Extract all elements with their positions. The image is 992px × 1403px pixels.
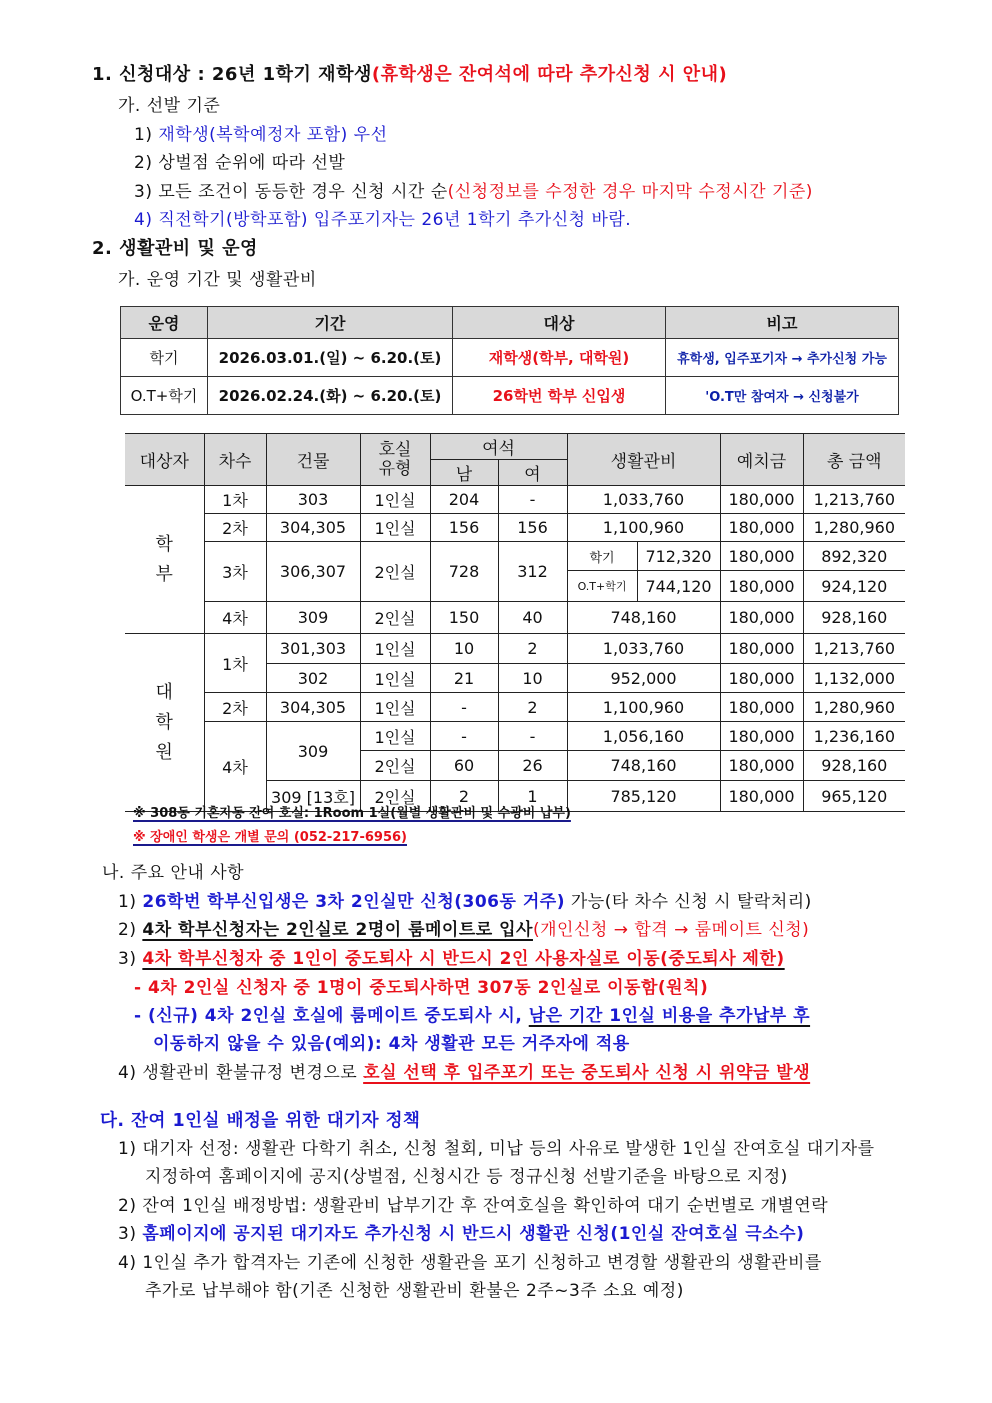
cell-deposit: 180,000 — [720, 486, 803, 514]
item-number: 4) — [118, 1063, 137, 1083]
item-number: 2) — [118, 920, 137, 940]
cell-total: 892,320 — [803, 542, 905, 571]
cell-deposit: 180,000 — [720, 781, 803, 812]
item-emphasis: 홈페이지에 공지된 대기자도 추가신청 시 반드시 생활관 신청(1인실 잔여호실 극소수) — [142, 1224, 805, 1244]
cell-female: 2 — [498, 634, 567, 664]
cell-sub-label: O.T+학기 — [567, 571, 637, 602]
cell-female: 40 — [498, 602, 567, 634]
table-row — [121, 377, 899, 415]
cell-room: 1인실 — [360, 486, 430, 514]
cell-operation: 학기 — [121, 339, 208, 377]
cell-room: 2인실 — [360, 781, 430, 812]
cell-male: 10 — [430, 634, 498, 664]
cell-fee: 1,100,960 — [567, 693, 720, 722]
cell-total: 1,236,160 — [803, 722, 905, 751]
notice-item-4 — [118, 1062, 810, 1084]
cell-room: 2인실 — [360, 751, 430, 781]
cell-room: 1인실 — [360, 722, 430, 751]
cell-period: 2026.03.01.(일) ~ 6.20.(토) — [208, 339, 453, 377]
item-number: 1) — [118, 1139, 137, 1159]
selection-item-2 — [134, 152, 345, 174]
item-text: 재학생(복학예정자 포함) 우선 — [158, 125, 388, 145]
cell-room: 1인실 — [360, 664, 430, 693]
cell-target: 26학번 학부 신입생 — [453, 377, 666, 415]
cell-total: 1,132,000 — [803, 664, 905, 693]
section2-sub-a: 가. 운영 기간 및 생활관비 — [118, 270, 317, 290]
cell-total: 928,160 — [803, 602, 905, 634]
cell-deposit: 180,000 — [720, 751, 803, 781]
cell-fee: 952,000 — [567, 664, 720, 693]
cell-round: 2차 — [204, 514, 266, 542]
cell-total: 1,213,760 — [803, 634, 905, 664]
cell-room: 1인실 — [360, 514, 430, 542]
cell-fee: 744,120 — [637, 571, 720, 602]
item-text: 상벌점 순위에 따라 선발 — [158, 153, 346, 173]
cell-fee: 748,160 — [567, 751, 720, 781]
item-number: 3) — [118, 1224, 137, 1244]
cell-building: 309 — [266, 602, 360, 634]
item-number: 1) — [134, 125, 153, 145]
cell-round: 4차 — [204, 722, 266, 812]
table-row — [121, 339, 899, 377]
group-char: 대 — [155, 681, 173, 703]
group-char: 부 — [155, 563, 173, 585]
cell-note: 'O.T만 참여자 → 신청불가 — [666, 377, 899, 415]
notice-item-3-detail-2 — [134, 1005, 810, 1027]
cell-fee: 1,033,760 — [567, 634, 720, 664]
cell-building: 306,307 — [266, 542, 360, 602]
waitlist-item-4-cont: 추가로 납부해야 함(기존 신청한 생활관비 환불은 2주~3주 소요 예정) — [145, 1281, 684, 1301]
cell-female: 156 — [498, 514, 567, 542]
cell-room: 1인실 — [360, 693, 430, 722]
period-table-header — [121, 307, 899, 339]
fee-table-header — [125, 434, 905, 460]
item-number: 3) — [118, 949, 137, 969]
cell-deposit: 180,000 — [720, 722, 803, 751]
period-table — [120, 306, 899, 415]
cell-female: 1 — [498, 781, 567, 812]
item-text: 대기자 선정: 생활관 다학기 취소, 신청 철회, 미납 등의 사유로 발생한 1인실 잔여호실 대기자를 — [142, 1139, 875, 1159]
cell-round: 4차 — [204, 602, 266, 634]
cell-deposit: 180,000 — [720, 514, 803, 542]
cell-room: 1인실 — [360, 634, 430, 664]
cell-fee: 748,160 — [567, 602, 720, 634]
header-total: 총 금액 — [803, 434, 905, 486]
header-room-type-l2: 유형 — [378, 458, 412, 479]
item-text: 생활관비 환불규정 변경으로 — [142, 1063, 364, 1083]
group-char: 학 — [155, 533, 173, 555]
cell-fee: 1,100,960 — [567, 514, 720, 542]
group-char: 학 — [155, 711, 173, 733]
header-note: 비고 — [666, 307, 899, 339]
notice-item-1 — [118, 891, 812, 913]
cell-building: 304,305 — [266, 693, 360, 722]
waitlist-item-4 — [118, 1252, 822, 1274]
section1-sub-a: 가. 선발 기준 — [118, 96, 221, 116]
table-row — [125, 693, 905, 722]
item-number: 2) — [118, 1196, 137, 1216]
cell-fee: 1,056,160 — [567, 722, 720, 751]
item-note: (신청정보를 수정한 경우 마지막 수정시간 기준) — [447, 182, 813, 202]
section2-title: 2. 생활관비 및 운영 — [92, 238, 258, 259]
item-text: 잔여 1인실 배정방법: 생활관비 납부기간 후 잔여호실을 확인하여 대기 순번별로 개별연락 — [142, 1196, 829, 1216]
item-text: 1인실 추가 합격자는 기존에 신청한 생활관을 포기 신청하고 변경할 생활관의 생활관비를 — [142, 1253, 822, 1273]
cell-period: 2026.02.24.(화) ~ 6.20.(토) — [208, 377, 453, 415]
cell-building: 302 — [266, 664, 360, 693]
cell-male: 204 — [430, 486, 498, 514]
header-building: 건물 — [266, 434, 360, 486]
cell-operation: O.T+학기 — [121, 377, 208, 415]
cell-building: 309 — [266, 722, 360, 781]
header-group: 대상자 — [125, 434, 204, 486]
cell-total: 1,280,960 — [803, 514, 905, 542]
cell-building: 309 [13호] — [266, 781, 360, 812]
cell-male: - — [430, 693, 498, 722]
header-fee: 생활관비 — [567, 434, 720, 486]
cell-fee: 712,320 — [637, 542, 720, 571]
notice-item-3-detail-1: - 4차 2인실 신청자 중 1명이 중도퇴사하면 307동 2인실로 이동함(원칙) — [134, 978, 709, 998]
cell-female: 26 — [498, 751, 567, 781]
fee-table — [125, 433, 905, 812]
cell-male: 150 — [430, 602, 498, 634]
cell-round: 1차 — [204, 634, 266, 693]
item-number: 2) — [134, 153, 153, 173]
cell-fee: 1,033,760 — [567, 486, 720, 514]
table-row — [125, 722, 905, 751]
header-deposit: 예치금 — [720, 434, 803, 486]
cell-male: 728 — [430, 542, 498, 602]
section1-title-suffix: (휴학생은 잔여석에 따라 추가신청 시 안내) — [371, 64, 728, 85]
cell-female: 2 — [498, 693, 567, 722]
cell-male: 21 — [430, 664, 498, 693]
cell-note: 휴학생, 입주포기자 → 추가신청 가능 — [666, 339, 899, 377]
cell-male: - — [430, 722, 498, 751]
item-number: 4) — [134, 210, 153, 230]
header-female: 여 — [498, 460, 567, 486]
item-emphasis: 4차 학부신청자 중 1인이 중도퇴사 시 반드시 2인 사용자실로 이동(중도퇴사 제한) — [142, 949, 785, 969]
notice-item-3 — [118, 948, 785, 970]
group-grad — [125, 634, 204, 812]
detail-underlined: 남은 기간 1인실 비용을 추가납부 후 — [528, 1006, 811, 1026]
header-period: 기간 — [208, 307, 453, 339]
note-disabled-students: ※ 장애인 학생은 개별 문의 (052-217-6956) — [133, 830, 407, 845]
cell-total: 1,213,760 — [803, 486, 905, 514]
cell-male: 60 — [430, 751, 498, 781]
cell-total: 965,120 — [803, 781, 905, 812]
cell-building: 301,303 — [266, 634, 360, 664]
section1-title — [92, 64, 727, 86]
cell-female: - — [498, 486, 567, 514]
cell-building: 303 — [266, 486, 360, 514]
waitlist-item-2 — [118, 1195, 828, 1217]
table-row — [125, 514, 905, 542]
cell-room: 2인실 — [360, 542, 430, 602]
cell-room: 2인실 — [360, 602, 430, 634]
table-row — [125, 602, 905, 634]
cell-male: 156 — [430, 514, 498, 542]
table-row — [125, 634, 905, 664]
cell-round: 3차 — [204, 542, 266, 602]
waitlist-item-1-cont: 지정하여 홈페이지에 공지(상벌점, 신청시간 등 정규신청 선발기준을 바탕으로 지정) — [145, 1167, 788, 1187]
waitlist-item-1 — [118, 1138, 875, 1160]
item-text: 가능(타 차수 신청 시 탈락처리) — [564, 892, 812, 912]
section2-sub-c: 다. 잔여 1인실 배정을 위한 대기자 정책 — [100, 1111, 421, 1131]
group-char: 원 — [155, 741, 173, 763]
notice-item-2 — [118, 919, 809, 941]
cell-deposit: 180,000 — [720, 693, 803, 722]
cell-building: 304,305 — [266, 514, 360, 542]
cell-round: 1차 — [204, 486, 266, 514]
item-number: 1) — [118, 892, 137, 912]
cell-fee: 785,120 — [567, 781, 720, 812]
cell-deposit: 180,000 — [720, 602, 803, 634]
detail-text: - (신규) 4차 2인실 호실에 룸메이트 중도퇴사 시, — [134, 1006, 529, 1026]
cell-deposit: 180,000 — [720, 634, 803, 664]
cell-sub-label: 학기 — [567, 542, 637, 571]
table-row — [125, 486, 905, 514]
selection-item-4 — [134, 209, 631, 231]
group-undergrad — [125, 486, 204, 634]
cell-male: 2 — [430, 781, 498, 812]
header-operation: 운영 — [121, 307, 208, 339]
note-married-dorm: ※ 308동 기혼자동 잔여 호실: 1Room 1실(월별 생활관비 및 수광비 납부) — [133, 806, 571, 821]
cell-target: 재학생(학부, 대학원) — [453, 339, 666, 377]
section2-sub-b: 나. 주요 안내 사항 — [102, 863, 245, 883]
item-number: 4) — [118, 1253, 137, 1273]
cell-deposit: 180,000 — [720, 542, 803, 571]
item-number: 3) — [134, 182, 153, 202]
item-emphasis: 호실 선택 후 입주포기 또는 중도퇴사 신청 시 위약금 발생 — [363, 1063, 811, 1083]
cell-deposit: 180,000 — [720, 664, 803, 693]
cell-total: 928,160 — [803, 751, 905, 781]
waitlist-item-3 — [118, 1223, 804, 1245]
cell-total: 1,280,960 — [803, 693, 905, 722]
table-row — [125, 542, 905, 571]
header-room-type — [360, 434, 430, 486]
item-emphasis: 4차 학부신청자는 2인실로 2명이 룸메이트로 입사 — [142, 920, 533, 940]
header-seats: 여석 — [430, 434, 567, 460]
item-emphasis: 26학번 학부신입생은 3차 2인실만 신청(306동 거주) — [142, 892, 565, 912]
cell-female: 10 — [498, 664, 567, 693]
section1-title-prefix: 1. 신청대상 : 26년 1학기 재학생 — [92, 64, 372, 85]
cell-round: 2차 — [204, 693, 266, 722]
header-male: 남 — [430, 460, 498, 486]
item-text: 직전학기(방학포함) 입주포기자는 26년 1학기 추가신청 바람. — [158, 210, 632, 230]
cell-female: 312 — [498, 542, 567, 602]
item-text: 모든 조건이 동등한 경우 신청 시간 순 — [158, 182, 448, 202]
cell-deposit: 180,000 — [720, 571, 803, 602]
cell-total: 924,120 — [803, 571, 905, 602]
selection-item-1 — [134, 124, 388, 146]
item-text: (개인신청 → 합격 → 룸메이트 신청) — [532, 920, 810, 940]
cell-female: - — [498, 722, 567, 751]
notice-item-3-detail-2-cont: 이동하지 않을 수 있음(예외): 4차 생활관 모든 거주자에 적용 — [153, 1034, 630, 1054]
header-target: 대상 — [453, 307, 666, 339]
selection-item-3 — [134, 181, 813, 203]
header-room-type-l1: 호실 — [378, 439, 412, 460]
header-round: 차수 — [204, 434, 266, 486]
